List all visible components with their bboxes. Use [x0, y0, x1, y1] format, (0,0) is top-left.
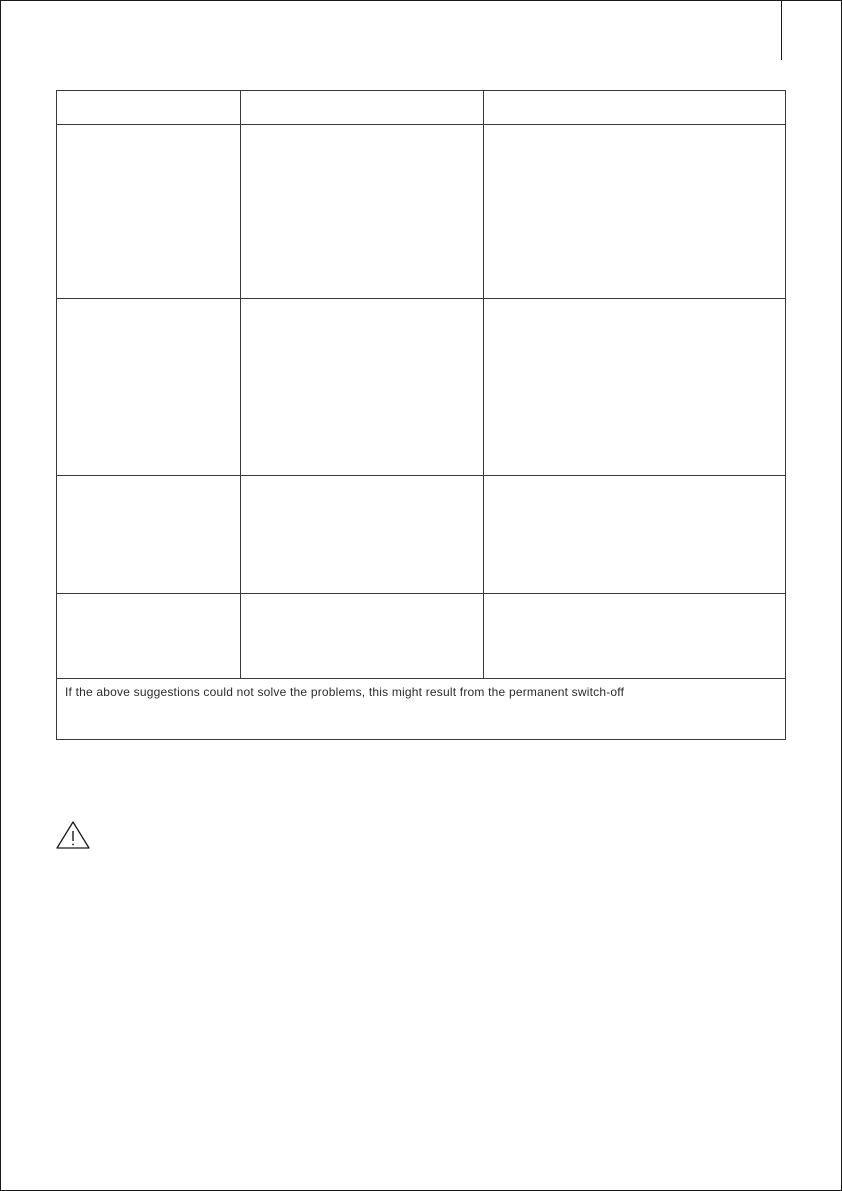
table-row [57, 476, 786, 594]
header-cell-3 [484, 91, 786, 125]
table-cell [57, 299, 241, 476]
crop-mark [781, 0, 782, 60]
table-cell [57, 594, 241, 679]
warning-triangle-icon [55, 820, 91, 850]
table-cell [241, 299, 484, 476]
header-cell-1 [57, 91, 241, 125]
table-note-row [57, 679, 786, 740]
table-cell [241, 594, 484, 679]
table-cell [57, 476, 241, 594]
table-cell [484, 299, 786, 476]
table-row [57, 594, 786, 679]
table-cell [484, 125, 786, 299]
table-header-row [57, 91, 786, 125]
table-note: If the above suggestions could not solve the problems, this might result from the permanent switch-off [57, 679, 786, 740]
table-cell [57, 125, 241, 299]
table-row [57, 125, 786, 299]
table-cell [484, 476, 786, 594]
table-row [57, 299, 786, 476]
table-cell [241, 125, 484, 299]
table-cell [484, 594, 786, 679]
table-cell [241, 476, 484, 594]
header-cell-2 [241, 91, 484, 125]
troubleshooting-table [56, 90, 786, 740]
